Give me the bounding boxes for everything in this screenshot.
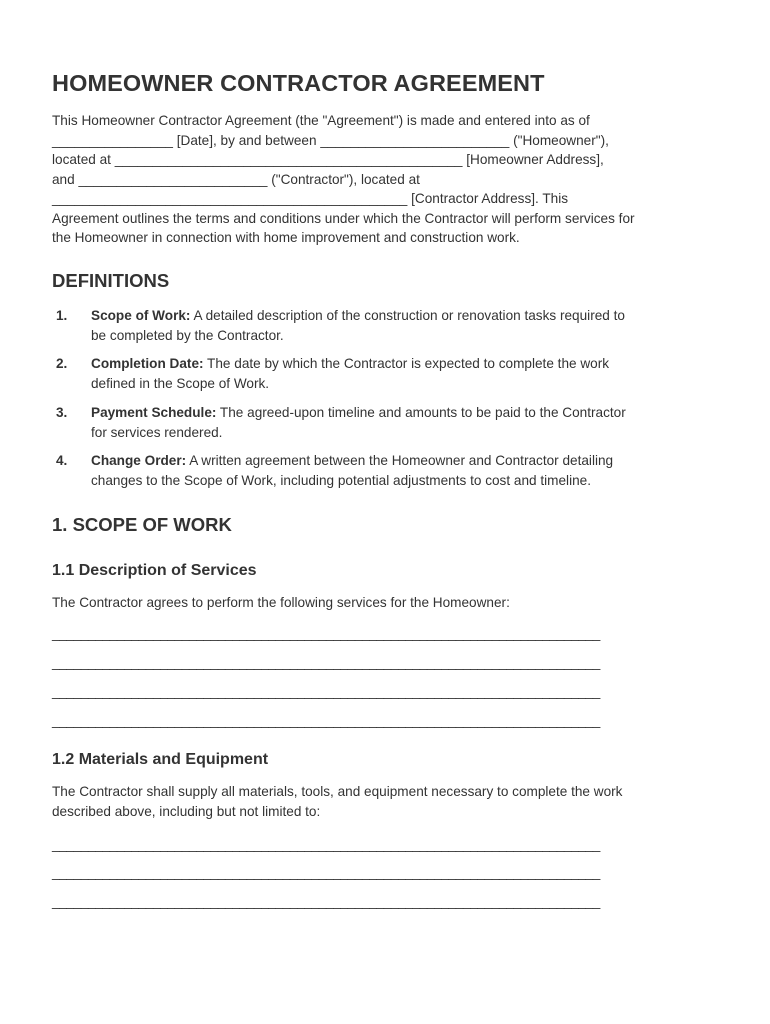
description-of-services-heading: 1.1 Description of Services <box>52 562 257 579</box>
definition-term: Completion Date: <box>91 356 204 371</box>
intro-line: ________________ [Date], by and between _________________________ ("Homeowner"), <box>52 133 609 148</box>
materials-fill-in-line[interactable]: ____________________________________________________________________________ <box>52 894 600 909</box>
definition-text-continued: be completed by the Contractor. <box>91 328 284 343</box>
services-intro-text: The Contractor agrees to perform the following services for the Homeowner: <box>52 595 510 610</box>
definition-number: 1. <box>56 308 68 323</box>
materials-fill-in-line[interactable]: ____________________________________________________________________________ <box>52 837 600 852</box>
definition-text-continued: for services rendered. <box>91 425 223 440</box>
definition-text: A written agreement between the Homeowner and Contractor detailing <box>186 453 614 468</box>
definition-number: 3. <box>56 405 68 420</box>
definition-text: A detailed description of the construction or renovation tasks required to <box>190 308 625 323</box>
services-fill-in-line[interactable]: ____________________________________________________________________________ <box>52 655 600 670</box>
intro-line: _______________________________________________ [Contractor Address]. This <box>52 191 569 206</box>
services-fill-in-line[interactable]: ____________________________________________________________________________ <box>52 713 600 728</box>
intro-line: Agreement outlines the terms and conditions under which the Contractor will perform services for <box>52 211 635 226</box>
materials-and-equipment-heading: 1.2 Materials and Equipment <box>52 751 269 768</box>
intro-line: the Homeowner in connection with home improvement and construction work. <box>52 230 520 245</box>
definition-number: 2. <box>56 356 68 371</box>
definition-text: The date by which the Contractor is expected to complete the work <box>203 356 610 371</box>
definition-text-continued: defined in the Scope of Work. <box>91 376 270 391</box>
scope-of-work-heading: 1. SCOPE OF WORK <box>52 514 232 535</box>
definition-term: Change Order: <box>91 453 187 468</box>
intro-line: located at ______________________________________________ [Homeowner Address], <box>52 152 604 167</box>
services-fill-in-line[interactable]: ____________________________________________________________________________ <box>52 626 600 641</box>
intro-line: This Homeowner Contractor Agreement (the "Agreement") is made and entered into as of <box>52 113 590 128</box>
materials-text: The Contractor shall supply all materials, tools, and equipment necessary to complete the work <box>52 784 623 799</box>
definition-number: 4. <box>56 453 68 468</box>
definition-text-continued: changes to the Scope of Work, including potential adjustments to cost and timeline. <box>91 473 591 488</box>
materials-text: described above, including but not limited to: <box>52 804 321 819</box>
materials-fill-in-line[interactable]: ____________________________________________________________________________ <box>52 865 600 880</box>
definition-text: The agreed-upon timeline and amounts to be paid to the Contractor <box>216 405 626 420</box>
services-fill-in-line[interactable]: ____________________________________________________________________________ <box>52 684 600 699</box>
definition-term: Scope of Work: <box>91 308 191 323</box>
document-title: HOMEOWNER CONTRACTOR AGREEMENT <box>52 70 545 96</box>
definitions-heading: DEFINITIONS <box>52 270 170 291</box>
definition-term: Payment Schedule: <box>91 405 217 420</box>
intro-line: and _________________________ ("Contractor"), located at <box>52 172 420 187</box>
